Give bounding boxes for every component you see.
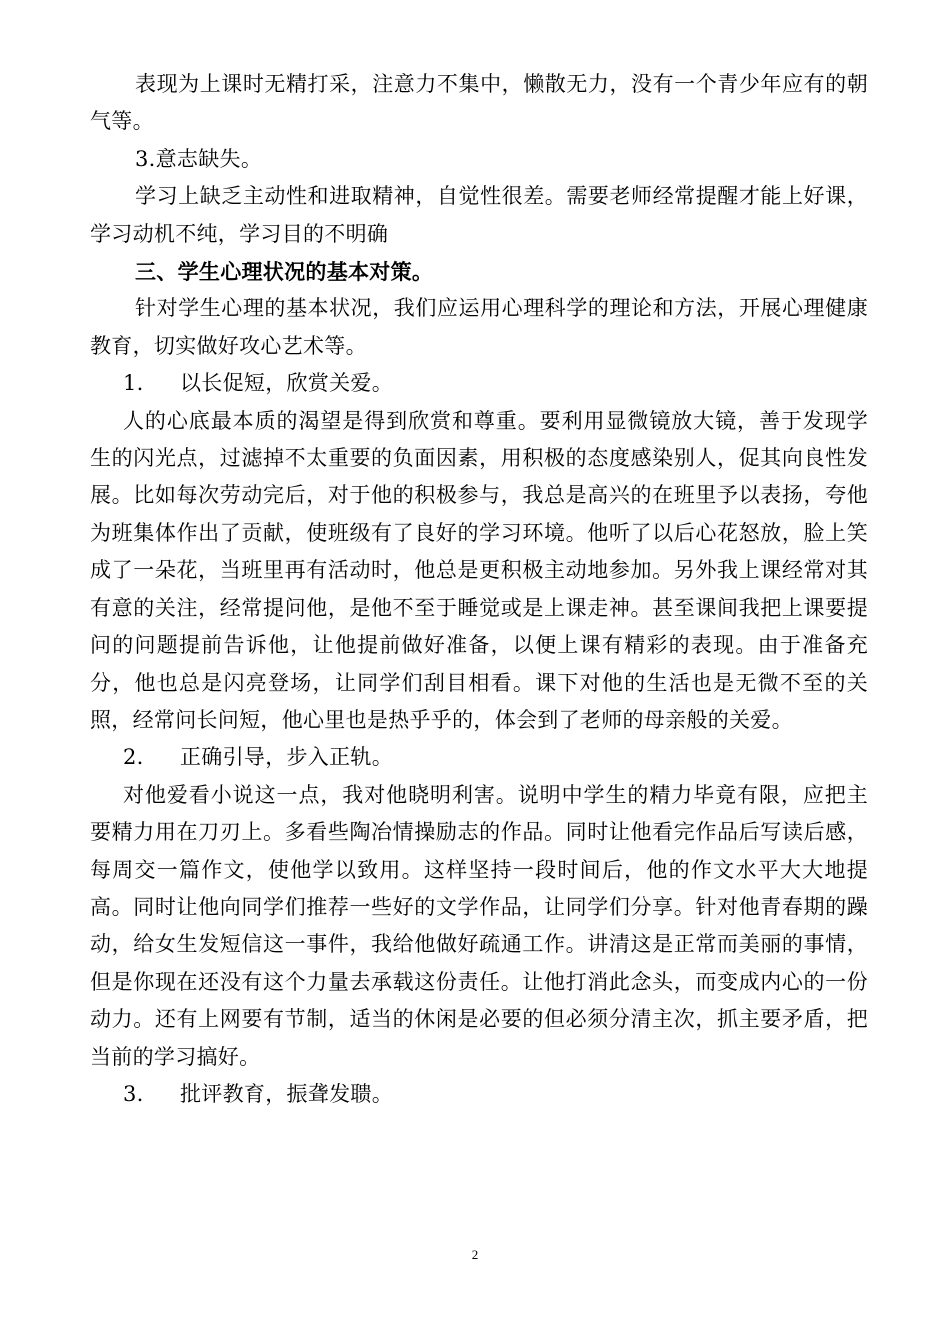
subheading-willpower: 3.意志缺失。 [135, 146, 263, 171]
paragraph: 人的心底最本质的渴望是得到欣赏和尊重。要利用显微镜放大镜，善于发现学生的闪光点，过滤掉不太重要的负面因素，用积极的态度感染别人，促其向良性发展。比如每次劳动完后，对于他的积极参与，我总是高兴的在班里予以表扬，夸他为班集体作出了贡献，使班级有了良好的学习环境。他听了以后心花怒放，脸上笑成了一朵花，当班里再有活动时，他总是更积极主动地参加。另外我上课经常对其有意的关注，经常提问他，是他不至于睡觉或是上课走神。甚至课间我把上课要提问的问题提前告诉他，让他提前做好准备，以便上课有精彩的表现。由于准备充分，他也总是闪亮登场，让同学们刮目相看。课下对他的生活也是无微不至的关照，经常问长问短，他心里也是热乎乎的，体会到了老师的母亲般的关爱。 [90, 408, 868, 732]
list-number: 1. [123, 371, 144, 396]
paragraph: 学习上缺乏主动性和进取精神，自觉性很差。需要老师经常提醒才能上好课，学习动机不纯，学习目的不明确 [90, 184, 868, 246]
list-item-3 [90, 1076, 868, 1113]
list-number: 3. [123, 1081, 144, 1106]
list-item-2 [90, 739, 868, 776]
list-text: 以长促短，欣赏关爱。 [180, 371, 393, 396]
page-number: 2 [471, 1247, 479, 1262]
list-text: 正确引导，步入正轨。 [180, 745, 393, 770]
document-body [90, 66, 868, 1113]
paragraph: 针对学生心理的基本状况，我们应运用心理科学的理论和方法，开展心理健康教育，切实做好攻心艺术等。 [90, 296, 868, 358]
list-number: 2. [123, 745, 144, 770]
section-heading: 三、学生心理状况的基本对策。 [135, 259, 434, 285]
list-item-1 [90, 365, 868, 402]
paragraph: 对他爱看小说这一点，我对他晓明利害。说明中学生的精力毕竟有限，应把主要精力用在刀刃上。多看些陶冶情操励志的作品。同时让他看完作品后写读后感，每周交一篇作文，使他学以致用。这样坚持一段时间后，他的作文水平大大地提高。同时让他向同学们推荐一些好的文学作品，让同学们分享。针对他青春期的躁动，给女生发短信这一事件，我给他做好疏通工作。讲清这是正常而美丽的事情，但是你现在还没有这个力量去承载这份责任。让他打消此念头，而变成内心的一份动力。还有上网要有节制，适当的休闲是必要的但必须分清主次，抓主要矛盾，把当前的学习搞好。 [90, 782, 868, 1069]
paragraph: 表现为上课时无精打采，注意力不集中，懒散无力，没有一个青少年应有的朝气等。 [90, 72, 868, 134]
list-text: 批评教育，振聋发聩。 [180, 1081, 393, 1106]
